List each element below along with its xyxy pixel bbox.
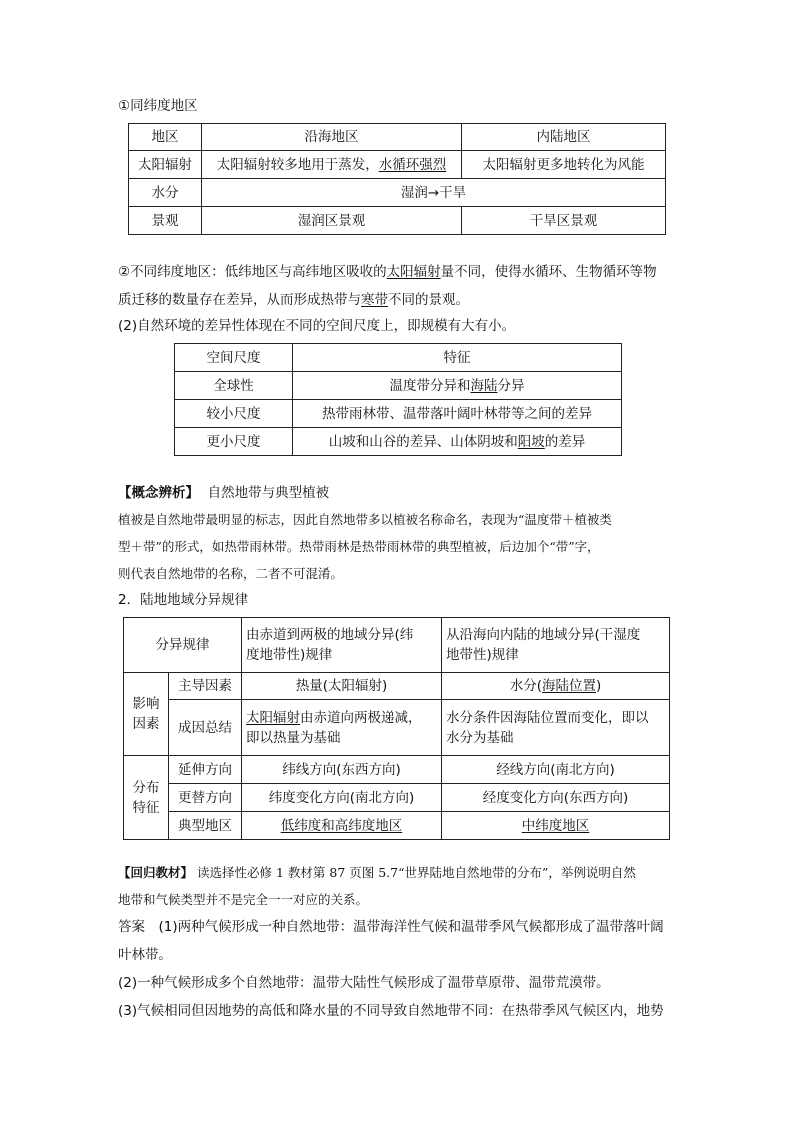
zonation-table	[123, 617, 670, 840]
cell: 影响 因素	[124, 673, 169, 756]
cell: 水分	[129, 179, 202, 207]
cell: 从沿海向内陆的地域分异(干湿度 地带性)规律	[442, 618, 670, 673]
cell: 主导因素	[169, 673, 242, 700]
cell: 延伸方向	[169, 756, 242, 784]
cell: 干旱区景观	[462, 207, 666, 235]
same-latitude-table	[128, 123, 666, 235]
cell: 由赤道到两极的地域分异(纬 度地带性)规律	[242, 618, 442, 673]
answer-line-2: 叶林带。	[118, 947, 172, 963]
cell: 太阳辐射	[129, 151, 202, 179]
cell: 湿润区景观	[202, 207, 462, 235]
cell: 更小尺度	[175, 428, 293, 456]
cell: 景观	[129, 207, 202, 235]
concept-heading: 【概念辨析】 自然地带与典型植被	[118, 485, 330, 501]
cell: 空间尺度	[175, 344, 293, 372]
same-latitude-label: ①同纬度地区	[118, 98, 198, 114]
concept-line-2: 型＋带”的形式，如热带雨林带。热带雨林是热带雨林带的典型植被，后边加个“带”字，	[118, 539, 600, 554]
cell: 低纬度和高纬度地区	[242, 812, 442, 840]
cell: 经度变化方向(东西方向)	[442, 784, 670, 812]
cell: 分异规律	[124, 618, 242, 673]
review-line-2: 地带和气候类型并不是完全一一对应的关系。	[118, 892, 369, 907]
cell: 太阳辐射更多地转化为风能	[462, 151, 666, 179]
diff-latitude-line-2: 质迁移的数量存在差异，从而形成热带与寒带不同的景观。	[118, 292, 469, 308]
cell: 湿润→干旱	[202, 179, 666, 207]
cell: 山坡和山谷的差异、山体阴坡和阳坡的差异	[293, 428, 622, 456]
answer-line-4: (3)气候相同但因地势的高低和降水量的不同导致自然地带不同：在热带季风气候区内，地势	[118, 1003, 664, 1019]
cell: 地区	[129, 124, 202, 151]
section-2-title: 2．陆地地域分异规律	[118, 592, 249, 608]
cell: 分布 特征	[124, 756, 169, 840]
cell: 成因总结	[169, 700, 242, 756]
cell: 中纬度地区	[442, 812, 670, 840]
answer-line-1: 答案 (1)两种气候形成一种自然地带：温带海洋性气候和温带季风气候都形成了温带落叶阔	[118, 919, 664, 935]
cell: 热带雨林带、温带落叶阔叶林带等之间的差异	[293, 400, 622, 428]
cell: 沿海地区	[202, 124, 462, 151]
diff-latitude-line-1: ②不同纬度地区：低纬地区与高纬地区吸收的太阳辐射量不同，使得水循环、生物循环等物	[118, 264, 657, 280]
scale-intro: (2)自然环境的差异性体现在不同的空间尺度上，即规模有大有小。	[118, 318, 516, 334]
concept-line-1: 植被是自然地带最明显的标志，因此自然地带多以植被名称命名，表现为“温度带＋植被类	[118, 512, 612, 527]
cell: 太阳辐射由赤道向两极递减， 即以热量为基础	[242, 700, 442, 756]
cell: 热量(太阳辐射)	[242, 673, 442, 700]
cell: 纬线方向(东西方向)	[242, 756, 442, 784]
cell: 太阳辐射较多地用于蒸发，水循环强烈	[202, 151, 462, 179]
spatial-scale-table	[174, 343, 622, 456]
cell: 温度带分异和海陆分异	[293, 372, 622, 400]
cell: 全球性	[175, 372, 293, 400]
review-line-1: 【回归教材】 读选择性必修 1 教材第 87 页图 5.7“世界陆地自然地带的分布”，举例说明自然	[118, 865, 636, 880]
cell: 纬度变化方向(南北方向)	[242, 784, 442, 812]
answer-line-3: (2)一种气候形成多个自然地带：温带大陆性气候形成了温带草原带、温带荒漠带。	[118, 975, 610, 991]
cell: 更替方向	[169, 784, 242, 812]
concept-line-3: 则代表自然地带的名称，二者不可混淆。	[118, 566, 344, 581]
cell: 水分(海陆位置)	[442, 673, 670, 700]
cell: 水分条件因海陆位置而变化，即以 水分为基础	[442, 700, 670, 756]
cell: 特征	[293, 344, 622, 372]
cell: 典型地区	[169, 812, 242, 840]
cell: 经线方向(南北方向)	[442, 756, 670, 784]
cell: 内陆地区	[462, 124, 666, 151]
cell: 较小尺度	[175, 400, 293, 428]
